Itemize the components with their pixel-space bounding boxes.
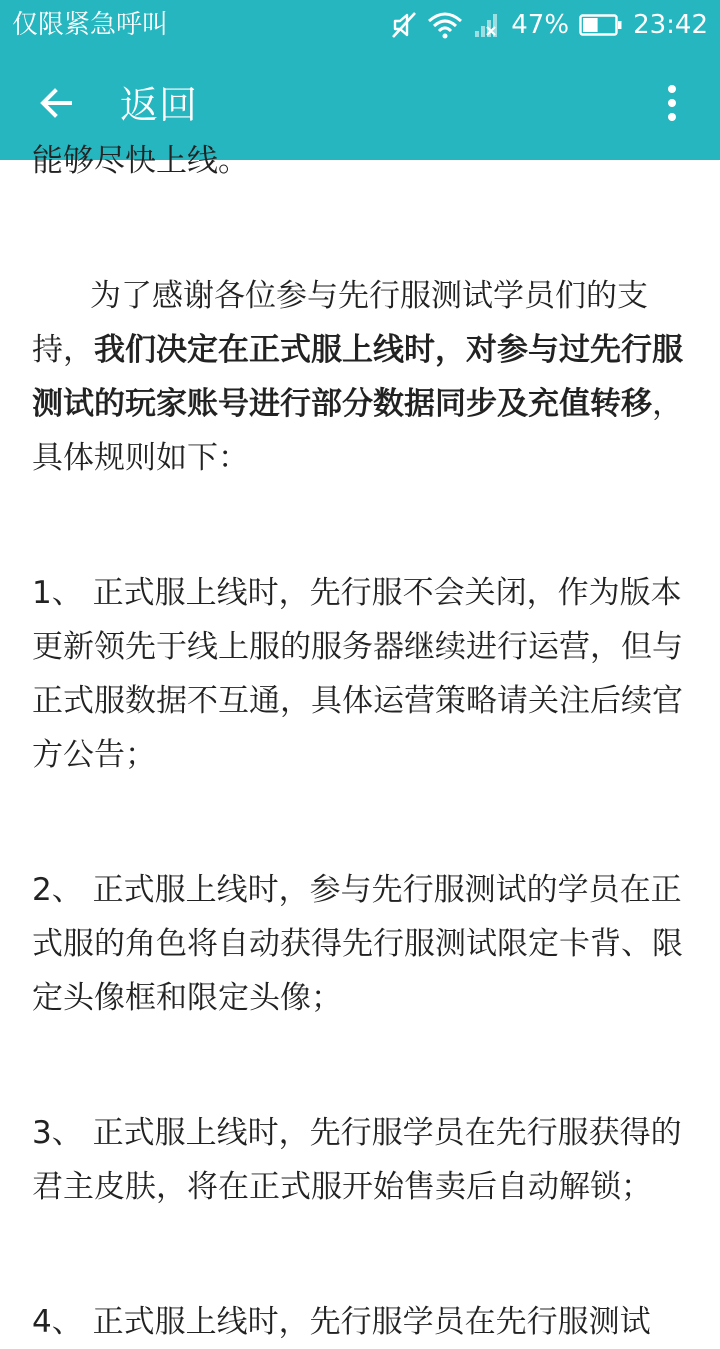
carrier-text: 仅限紧急呼叫 (12, 10, 169, 40)
rule-item-4: 4、 正式服上线时，先行服学员在先行服测试 (32, 1304, 651, 1340)
intro-bold-text: 我们决定在正式服上线时，对参与过先行服测试的玩家账号进行部分数据同步及充值转移 (32, 332, 683, 422)
page-title: 返回 (120, 83, 199, 127)
arrow-left-icon (36, 83, 76, 127)
article-body (32, 134, 692, 1349)
battery-icon (579, 13, 623, 37)
rule-item-1: 1、 正式服上线时，先行服不会关闭，作为版本更新领先于线上服的服务器继续进行运营，但与正式服数据不互通，具体运营策略请关注后续官方公告； (32, 575, 683, 773)
status-bar (0, 0, 720, 50)
rule-item-2: 2、 正式服上线时，参与先行服测试的学员在正式服的角色将自动获得先行服测试限定卡背、限定头像框和限定头像； (32, 872, 683, 1016)
more-vertical-icon (666, 83, 678, 127)
article-content[interactable] (0, 143, 720, 1340)
more-options-button[interactable] (652, 82, 692, 128)
battery-percent: 47% (511, 10, 570, 40)
mute-icon (391, 11, 417, 39)
article-intro (32, 269, 692, 485)
intro-end-text: ，具体规则如下： (32, 386, 683, 476)
article-paragraph-partial: 能够尽快上线。 (32, 143, 249, 179)
signal-icon (473, 11, 501, 39)
wifi-icon (427, 11, 463, 39)
intro-text: 为了感谢各位参与先行服测试学员们的支持， (32, 278, 648, 368)
back-button[interactable] (28, 77, 84, 133)
rule-item-3: 3、 正式服上线时，先行服学员在先行服获得的君主皮肤，将在正式服开始售卖后自动解锁； (32, 1115, 682, 1205)
time-text: 23:42 (633, 10, 708, 40)
status-icons (391, 7, 708, 43)
